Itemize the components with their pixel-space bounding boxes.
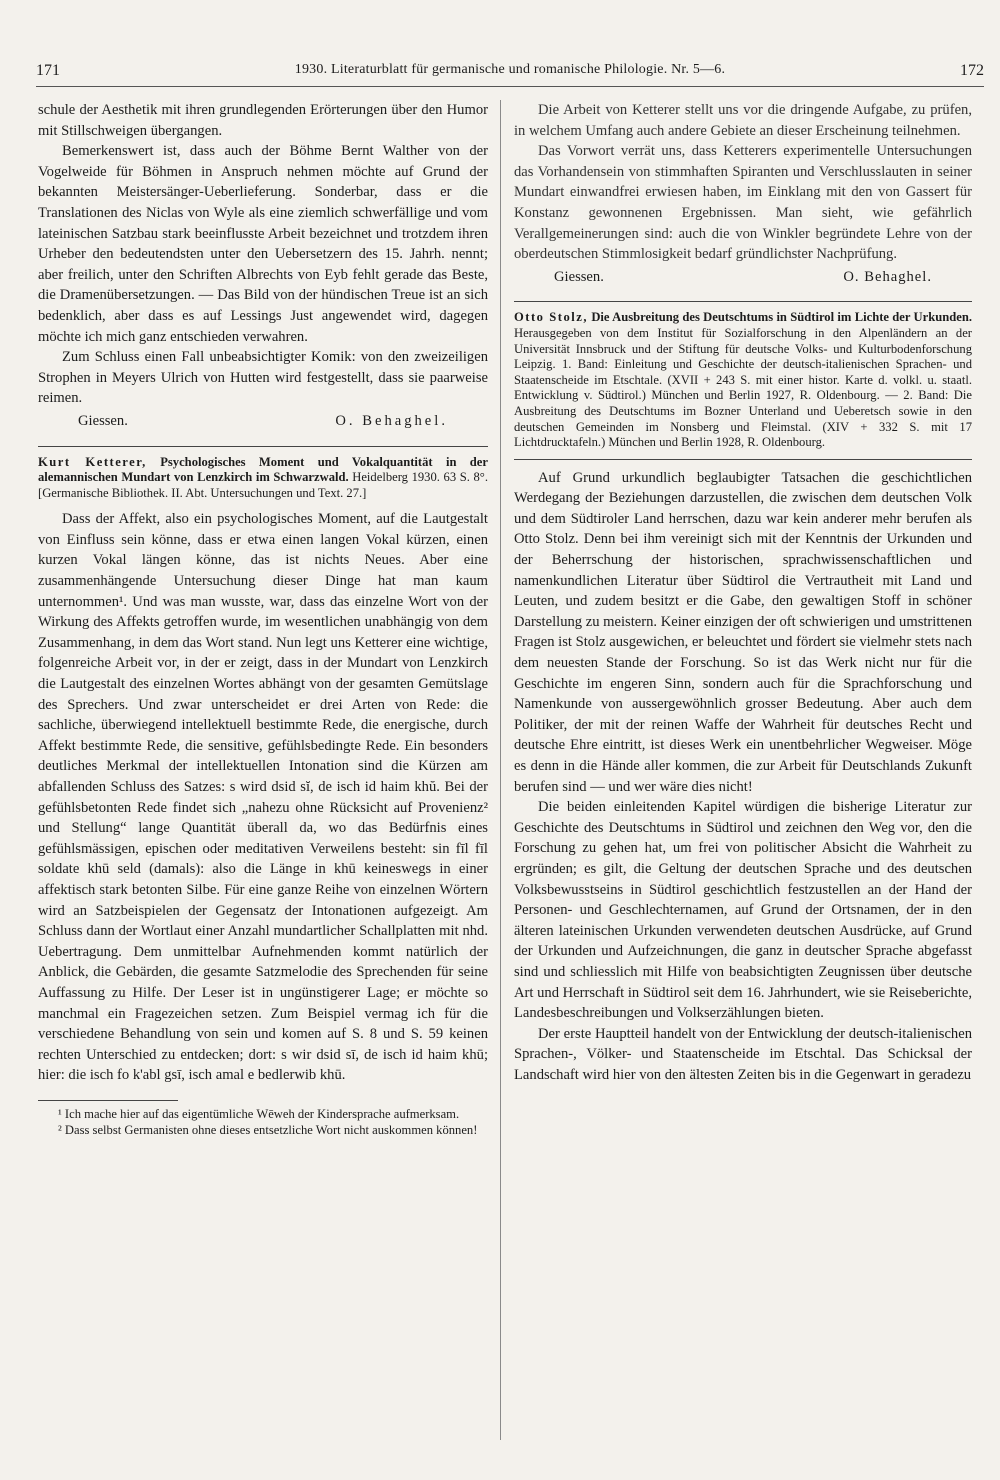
signature-name: O. Behaghel. [335, 412, 448, 429]
signature-place: Giessen. [78, 412, 128, 429]
review-title: Die Ausbreitung des Deutschtums in Südtirol im Lichte der Urkunden. [591, 310, 972, 325]
review-title: Psychologisches Moment und Vokalquantität in der alemannischen Mundart von Lenzkirch im Schwarzwald. [38, 454, 488, 485]
page-number-right: 172 [960, 62, 984, 79]
review-details: Heidelberg 1930. 63 S. 8°. [Germanische Bibliothek. II. Abt. Untersuchungen und Text. 27.] [38, 470, 488, 500]
footnote-1: ¹ Ich mache hier auf das eigentümliche Wēweh der Kindersprache aufmerksam. [58, 1106, 460, 1121]
right-paragraph-3: Auf Grund urkundlich beglaubigter Tatsachen die geschichtlichen Werdegang der Beziehungen darzustellen, die zwischen dem deutschen Volk und dem Südtiroler Land herrschen, dazu war kein anderer mehr berufen als Otto Stolz. Denn bei ihm vereinigt sich mit der Kenntnis der Urkunden und der Beherrschung der historischen, sprachwissenschaftlichen und namenkundlichen Literatur über Südtirol die Vertrautheit mit Land und Leuten, und zudem besitzt er die Gabe, den gewaltigen Stoff in schöner Darstellung zu meistern. Keiner einzigen der oft schwierigen und umstrittenen Fragen ist Stolz ausgewichen, er beleuchtet und fördert sie vielmehr stets nach dem neuesten Stande der Forschung. So ist das Werk nicht nur für die Geschichte im engeren Sinn, sondern auch für die Sprachforschung und Namenkunde von aussergewöhnlich grosser Bedeutung. Aber auch dem Politiker, der mit der reinen Waffe der Wahrheit für deutsches Recht und deutsche Ehre eintritt, ist dieses Werk ein unentbehrlicher Wegweiser. Möge es denn in die Hände aller kommen, die zur Arbeit für Deutschlands Zukunft berufen sind — und wer wäre dies nicht! [514, 469, 972, 795]
review-heading-ketterer [38, 455, 488, 502]
right-paragraph-5: Der erste Hauptteil handelt von der Entwicklung der deutsch-italienischen Sprachen-, Völker- und Staatenscheide im Etschtal. Das Schicksal der Landschaft wird hier von den ältesten Zeiten bis in die Gegenwart in geradezu [514, 1025, 972, 1083]
footnote-2: ² Dass selbst Germanisten ohne dieses entsetzliche Wort nicht auskommen können! [58, 1122, 478, 1137]
running-title: 1930. Literaturblatt für germanische und romanische Philologie. Nr. 5—6. [294, 62, 726, 77]
review-author: Kurt Ketterer, [38, 454, 147, 469]
signature-name: O. Behaghel. [843, 268, 932, 285]
column-divider [500, 100, 501, 1440]
review-separator [514, 301, 972, 302]
right-signature [514, 265, 972, 288]
page-number-left: 171 [36, 62, 60, 79]
right-paragraph-4: Die beiden einleitenden Kapitel würdigen die bisherige Literatur zur Geschichte des Deutschtums in Südtirol und zeichnen den Weg vor, den die Forschung zu gehen hat, um frei von politischer Absicht die Wahrheit zu ergründen; es gilt, die Geltung der deutschen Sprache und des deutschen Volksbewusstseins in Südtirol geschichtlich festzustellen an der Hand der Personen- und Geschlechternamen, auf Grund der Ortsnamen, der in den älteren lateinischen Urkunden verwendeten deutschen Ausdrücke, auf Grund der Urkunden und Aufzeichnungen, die ganz in deutscher Sprache abgefasst sind und schliesslich mit Hilfe von beabsichtigten Zeugnissen über deutsche Art und Herrschaft in Südtirol seit dem 16. Jahrhundert, wie sie Reiseberichte, Landesbeschreibungen und Volkserzählungen bieten. [514, 799, 972, 1022]
review-heading-rule [514, 459, 972, 460]
review-details: Herausgegeben von dem Institut für Sozialforschung in den Alpenländern an der Universität Innsbruck und der Stiftung für deutsche Volks- und Kulturbodenforschung Leipzig. 1. Band: Einleitung und Geschichte der deutsch-italienischen Sprachen- und Staatenscheide im Etschtale. (XVII + 243 S. mit einer histor. Karte d. volkl. u. staatl. Entwicklung v. Südtirol.) München und Berlin 1927, R. Oldenbourg. — 2. Band: Die Ausbreitung des Deutschtums im Bozner Unterland und Ueberetsch sowie in den deutschen Gemeinden im Nonsberg und Fleimstal. (XIV + 332 S. mit 17 Lichtdrucktafeln.) München und Berlin 1928, R. Oldenbourg. [514, 325, 972, 450]
right-column [514, 100, 972, 1086]
review-author: Otto Stolz, [514, 310, 589, 325]
left-paragraph-1: schule der Aesthetik mit ihren grundlegenden Erörterungen über den Humor mit Stillschweigen übergangen. [38, 102, 488, 139]
left-paragraph-2: Bemerkenswert ist, dass auch der Böhme Bernt Walther von der Vogelweide für Böhmen in Anspruch nehmen möchte auf Grund der bekannten Meistersänger-Ueberlieferung. Sonderbar, dass er die Translationen des Niclas von Wyle als eine ziemlich schwerfällige und vom lateinischen Satzbau stark beeinflusste Arbeit bezeichnet und trotzdem ihren Urheber den bedeutendsten unter den Uebersetzern des 15. Jahrh. nennt; aber freilich, unter den Schriften Albrechts von Eyb fehlt gerade das Beste, die Dramenübersetzungen. — Das Bild von der hündischen Treue ist an sich bedenklich, aber dass es auf Lessings Just angewendet wird, dagegen möchte ich mich ganz entschieden verwahren. [38, 143, 488, 345]
page-header [36, 62, 984, 88]
review-heading-stolz [514, 310, 972, 450]
left-paragraph-3: Zum Schluss einen Fall unbeabsichtigter Komik: von den zweizeiligen Strophen in Meyers Ulrich von Hutten wird festgestellt, dass sie paarweise reimen. [38, 349, 488, 407]
left-paragraph-4: Dass der Affekt, also ein psychologisches Moment, auf die Lautgestalt von Einfluss sein könne, dass er etwa einen langen Vokal kürzen, einen kurzen Vokal längen könne, das ist nichts Neues. Aber eine zusammenhängende Untersuchung dieser Dinge hat man kaum unternommen¹. Und was man wusste, war, dass das einzelne Wort von der Wirkung des Affekts getroffen wurde, im wesentlichen unabhängig von dem Zusammenhang, in dem das Wort stand. Nun legt uns Ketterer eine wichtige, folgenreiche Arbeit vor, in der er zeigt, dass in der Mundart von Lenzkirch die Lautgestalt des einzelnen Wortes abhängt von der gesamten Gemütslage des Sprechers. Und zwar unterscheidet er drei Arten von Rede: die sachliche, überwiegend intellektuell bestimmte Rede, die energische, durch Affekt bestimmte Rede, die sensitive, gefühlsbedingte Rede. Ein besonders deutliches Merkmal der intellektuellen Intonation sind die Kürzen am abfallenden Schluss des Satzes: s wird dsid sĭ, de isch id haim khŭ. Bei der gefühlsbetonten Rede findet sich „nahezu ohne Rücksicht auf Provenienz² und Stellung“ lange Quantität überall da, wo das Bedürfnis eines gefühlsmässigen, epischen oder meditativen Verweilens besteht: sin fīl fīl soldate khū seld (damals): also die Länge in khū keineswegs in einer affektisch stark betonten Silbe. Für eine ganze Reihe von einzelnen Wörtern wird an Satzbeispielen der Gegensatz der Intonationen aufgezeigt. Am Schluss dann der Wortlaut einer Anzahl mundartlicher Schallplatten mit nhd. Uebertragung. Dem unmittelbar Aufnehmenden kommt natürlich der Anblick, die Gebärden, die gesamte Satzmelodie des Sprechenden für seine Auffassung zu Hilfe. Der Leser ist in ungünstigerer Lage; er möchte so manchmal ein Fragezeichen setzen. Zum Beispiel vermag ich für die verschiedene Behandlung von sein und komen auf S. 8 und S. 59 keinen rechten Unterschied zu entdecken; dort: s wir dsid sī, de isch id haim khū; hier: die isch fo k'abl gsī, isch amal e bedlerwib khū. [38, 511, 488, 1084]
left-signature [38, 409, 488, 432]
footnote-rule [38, 1100, 178, 1101]
right-paragraph-2: Das Vorwort verrät uns, dass Ketterers experimentelle Untersuchungen das Vorhandensein von stimmhaften Spiranten und Verschlusslauten in seiner Mundart einwandfrei erwiesen haben, im Einklang mit den von Gassert für Konstanz gewonnenen Ergebnissen. Man sieht, wie gefährlich Verallgemeinerungen sind: auch die von Winkler begründete Lehre von der oberdeutschen Stimmlosigkeit bedarf gründlichster Nachprüfung. [514, 143, 972, 263]
right-paragraph-1: Die Arbeit von Ketterer stellt uns vor die dringende Aufgabe, zu prüfen, in welchem Umfang auch andere Gebiete an dieser Erscheinung teilnehmen. [514, 102, 972, 139]
left-column [38, 100, 488, 1138]
review-separator [38, 446, 488, 447]
header-rule [36, 86, 984, 87]
signature-place: Giessen. [554, 268, 604, 285]
